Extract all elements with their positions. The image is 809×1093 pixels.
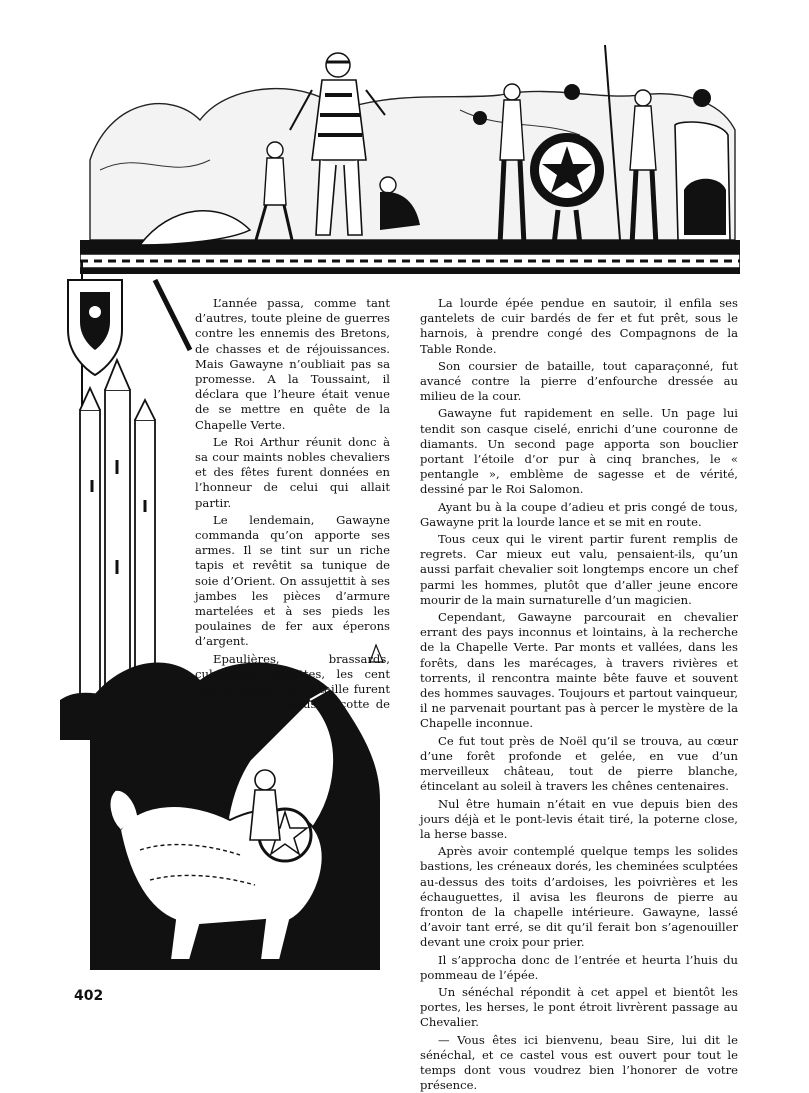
text-column-right — [420, 296, 738, 1093]
paragraph: Un sénéchal répondit à cet appel et bientôt les portes, les herses, le pont étroit livrèrent passage au Chevalier. — [420, 984, 738, 1030]
paragraph: L’année passa, comme tant d’autres, toute pleine de guerres contre les ennemis des Bretons, de chasses et de réjouissances. Mais Gawayne n’oubliait pas sa promesse. A la Toussaint, il déclara que l’heure était venue de se mettre en quête de la Chapelle Verte. — [195, 296, 390, 432]
paragraph: Cependant, Gawayne parcourait en chevalier errant des pays inconnus et lointains, à la recherche de la Chapelle Verte. Par monts et vallées, dans les forêts, dans les marécages, à travers rivières et torrents, il rencontra mainte bête fauve et souvent des hommes sauvages. Toujours et partout vainqueur, il ne parvenait pourtant pas à percer le mystère de la Chapelle inconnue. — [420, 610, 738, 731]
paragraph: Nul être humain n’était en vue depuis bien des jours déjà et le pont-levis était tiré, la poterne close, la herse basse. — [420, 796, 738, 841]
text-column-left — [195, 296, 390, 728]
page-number: 402 — [74, 988, 104, 1004]
paragraph: Son coursier de bataille, tout caparaçonné, fut avancé contre la pierre d’enfourche dressée au milieu de la cour. — [420, 358, 738, 404]
paragraph: Après avoir contemplé quelque temps les solides bastions, les créneaux dorés, les cheminées sculptées au-dessus des toits d’ardoises, les poivrières et les échauguettes, il avisa les fleurons de pierre au fronton de la chapelle intérieure. Gawayne, lassé d’avoir tant erré, se dit qu’il ferait bon s’agenouiller devant une croix pour prier. — [420, 844, 738, 950]
paragraph: Gawayne fut rapidement en selle. Un page lui tendit son casque ciselé, enrichi d’une couronne de diamants. Un second page apporta son bouclier portant l’étoile d’or pur à cinq branches, le « pentangle », emblème de sagesse et de vérité, dessiné par le Roi Salomon. — [420, 406, 738, 497]
knight-arming-scene-illustration — [80, 40, 740, 290]
paragraph: — Vous êtes ici bienvenu, beau Sire, lui dit le sénéchal, et ce castel vous est ouvert pour tout le temps dont vous voudrez bien l’honorer de votre présence. — [420, 1032, 738, 1093]
paragraph: Il s’approcha donc de l’entrée et heurta l’huis du pommeau de l’épée. — [420, 952, 738, 982]
paragraph: Ayant bu à la coupe d’adieu et pris congé de tous, Gawayne prit la lourde lance et se mit en route. — [420, 499, 738, 529]
paragraph: Le lendemain, Gawayne commanda qu’on apporte ses armes. Il se tint sur un riche tapis et revêtit sa tunique de soie d’Orient. On assujettit à ses jambes les pièces d’armure martelées et à ses pieds les poulaines de fer aux éperons d’argent. — [195, 512, 390, 649]
paragraph: La lourde épée pendue en sautoir, il enfila ses gantelets de cuir bardés de fer et fut prêt, sous le harnois, à prendre congé des Compagnons de la Table Ronde. — [420, 296, 738, 356]
paragraph: Ce fut tout près de Noël qu’il se trouva, au cœur d’une forêt profonde et gelée, en vue d’un merveilleux château, tout de pierre blanche, étincelant au soleil à travers les chênes centenaires. — [420, 733, 738, 794]
paragraph: Le Roi Arthur réunit donc à sa cour maints nobles chevaliers et des fêtes furent données en l’honneur de celui qui allait partir. — [195, 434, 390, 510]
paragraph: Epaulières, brassards, cubitières, tassettes, les cent pièces ajustées à sa taille furent bouclées par-dessus la cotte de mailles. — [195, 651, 390, 727]
paragraph: Tous ceux qui le virent partir furent remplis de regrets. Car mieux eut valu, pensaient-ils, qu’un aussi parfait chevalier soit longtemps encore un chef parmi les hommes, plutôt que d’aller jeune encore mourir de la main surnaturelle d’un magicien. — [420, 532, 738, 607]
